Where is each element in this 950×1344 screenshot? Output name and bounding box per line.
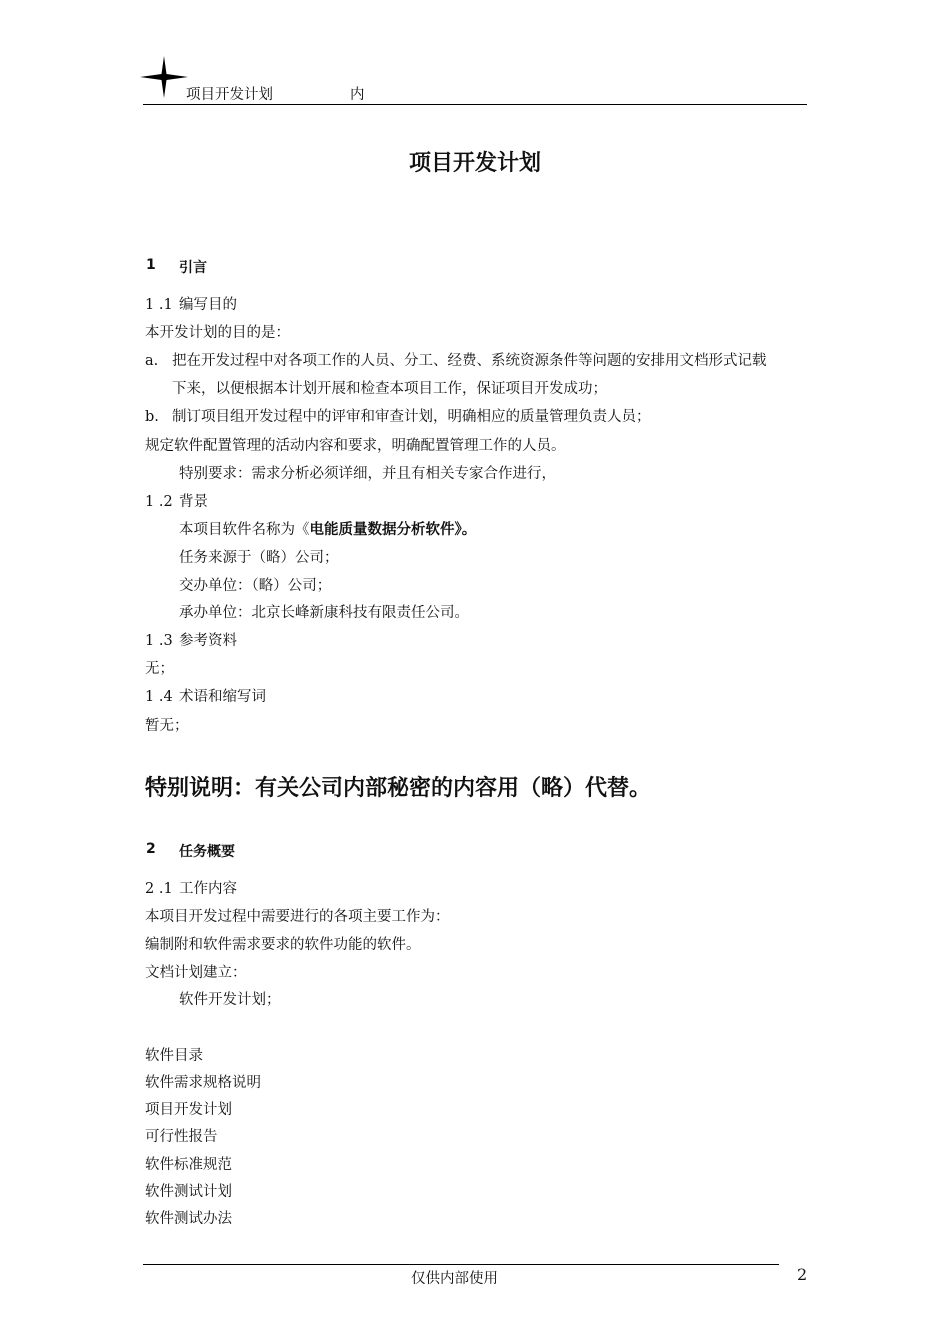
section-1-3-number: 1 .3 (145, 633, 173, 649)
doc-list-item: 软件目录 (145, 1048, 203, 1064)
task-source: 任务来源于（略）公司； (179, 550, 339, 566)
section-1-1-number: 1 .1 (145, 297, 173, 313)
item-b-text: 制订项目组开发过程中的评审和审查计划，明确相应的质量管理负责人员； (172, 409, 651, 425)
item-b-label: b. (145, 409, 159, 425)
page-title: 项目开发计划 (408, 151, 541, 176)
section-1-number: 1 (146, 257, 156, 273)
work-intro: 本项目开发过程中需要进行的各项主要工作为： (145, 909, 450, 925)
four-point-star-logo-icon (140, 56, 188, 98)
section-1-4-number: 1 .4 (145, 689, 173, 705)
terms-text: 暂无； (145, 718, 189, 734)
section-1-title: 引言 (179, 260, 207, 276)
section-1-3-title: 参考资料 (179, 633, 237, 649)
footer-note: 仅供内部使用 (411, 1271, 498, 1287)
software-name-line (179, 520, 476, 540)
doc-list-item: 软件测试计划 (145, 1184, 232, 1200)
page-number: 2 (797, 1265, 808, 1284)
section-2-1-title: 工作内容 (179, 881, 237, 897)
references-text: 无； (145, 661, 174, 677)
undertaking-unit: 承办单位：北京长峰新康科技有限责任公司。 (179, 605, 469, 621)
item-a-line2: 下来，以便根据本计划开展和检查本项目工作，保证项目开发成功； (172, 381, 607, 397)
assigning-unit: 交办单位：（略）公司； (179, 578, 332, 594)
section-2-1-number: 2 .1 (145, 881, 173, 897)
config-text: 规定软件配置管理的活动内容和要求，明确配置管理工作的人员。 (145, 438, 566, 454)
footer-rule (143, 1264, 779, 1265)
doc-list-item: 软件标准规范 (145, 1157, 232, 1173)
software-name: 电能质量数据分析软件》。 (309, 522, 477, 538)
doc-list-item: 软件测试办法 (145, 1211, 232, 1227)
doc-plan-heading: 文档计划建立： (145, 965, 247, 981)
section-2-number: 2 (146, 841, 156, 857)
purpose-intro: 本开发计划的目的是： (145, 325, 290, 341)
special-note: 特别说明：有关公司内部秘密的内容用（略）代替。 (145, 776, 652, 801)
section-2-title: 任务概要 (179, 844, 235, 860)
header-rule (143, 104, 807, 105)
header-classification: 内 (350, 87, 365, 103)
item-a-line1: 把在开发过程中对各项工作的人员、分工、经费、系统资源条件等问题的安排用文档形式记载 (172, 353, 767, 369)
doc-list-item: 项目开发计划 (145, 1102, 232, 1118)
doc-list-item: 可行性报告 (145, 1129, 218, 1145)
special-requirement: 特别要求：需求分析必须详细，并且有相关专家合作进行， (179, 466, 556, 482)
section-1-4-title: 术语和缩写词 (179, 689, 266, 705)
section-1-2-number: 1 .2 (145, 494, 173, 510)
item-a-label: a. (145, 353, 159, 369)
header-doc-name: 项目开发计划 (186, 87, 273, 103)
section-1-2-title: 背景 (179, 494, 208, 510)
work-item-1: 编制附和软件需求要求的软件功能的软件。 (145, 937, 421, 953)
software-name-prefix: 本项目软件名称为《 (179, 522, 310, 538)
dev-plan: 软件开发计划； (179, 992, 281, 1008)
section-1-1-title: 编写目的 (179, 297, 237, 313)
doc-list-item: 软件需求规格说明 (145, 1075, 261, 1091)
